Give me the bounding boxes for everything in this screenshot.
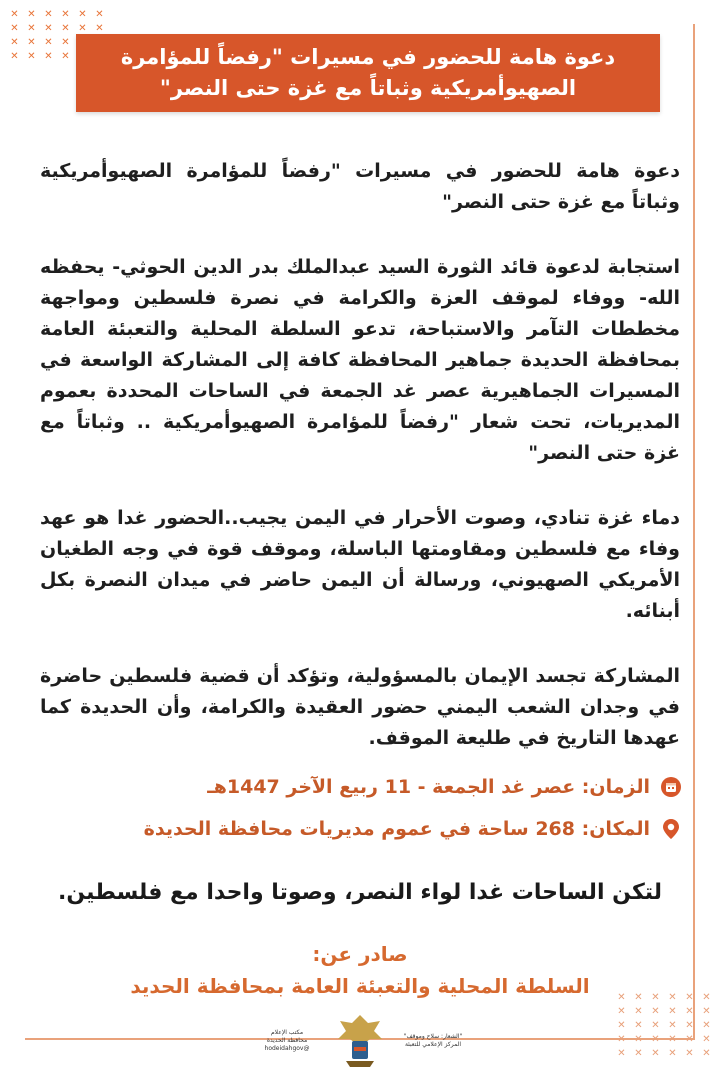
time-text: الزمان: عصر غد الجمعة - 11 ربيع الآخر 1447هـ — [207, 776, 650, 798]
body-paragraph: دماء غزة تنادي، وصوت الأحرار في اليمن يجيب..الحضور غدا هو عهد وفاء مع فلسطين ومقاومتها الباسلة، وموقف قوة في وجه الطغيان الأمريكي الصهيوني، ورسالة أن اليمن حاضر في ميدان النصرة بكل أبنائه. — [40, 507, 680, 622]
footer-logos — [255, 1010, 465, 1072]
decorative-dots-bottom-right: ✕ ✕ ✕ ✕ ✕ ✕ ✕ ✕ ✕ ✕ ✕ ✕ ✕ ✕ ✕ ✕ ✕ ✕ ✕ ✕ ✕ ✕ ✕ ✕ ✕ ✕ ✕ ✕ ✕ ✕ — [617, 992, 711, 1059]
body-content — [40, 156, 680, 788]
frame-line-right — [693, 24, 695, 1040]
body-paragraph: استجابة لدعوة قائد الثورة السيد عبدالملك بدر الدين الحوثي- يحفظه الله- ووفاء لموقف العزة والكرامة في نصرة فلسطين ومواجهة مخططات التآمر والاستباحة، تدعو السلطة المحلية والتعبئة العامة بمحافظة الحديدة جماهير المحافظة كافة إلى المشاركة الواسعة في المسيرات الجماهيرية عصر غد الجمعة في الساحات المحددة بعموم المديريات، تحت شعار "رفضاً للمؤامرة الصهيوأمريكية .. وثباتاً مع غزة حتى النصر" — [40, 256, 680, 464]
mobilization-logo: "الشعار: سلاح وموقف" المركز الإعلامي للتعبئة — [403, 1033, 463, 1048]
issuer-name: السلطة المحلية والتعبئة العامة بمحافظة الحديد — [130, 974, 590, 998]
issued-by-label: صادر عن: — [312, 942, 408, 966]
place-text: المكان: 268 ساحة في عموم مديريات محافظة الحديدة — [143, 818, 650, 840]
title-banner — [76, 34, 660, 112]
body-paragraph: المشاركة تجسد الإيمان بالمسؤولية، وتؤكد أن قضية فلسطين حاضرة في وجدان الشعب اليمني حضور العقيدة والكرامة، وأن الحديدة كما عهدها التاريخ في طليعة الموقف. — [40, 665, 680, 749]
banner-line-2: الصهيوأمريكية وثباتاً مع غزة حتى النصر" — [159, 76, 577, 100]
closing-statement: لتكن الساحات غدا لواء النصر، وصوتا واحدا مع فلسطين. — [58, 880, 662, 905]
media-office-logo: مكتب الإعلام محافظة الحديدة @hodeidahgov — [264, 1029, 310, 1052]
decorative-dots-top-left: ✕ ✕ ✕ ✕ ✕ ✕ ✕ ✕ ✕ ✕ ✕ ✕ ✕ ✕ ✕ ✕ ✕ ✕ ✕ ✕ — [10, 9, 104, 62]
body-paragraph: دعوة هامة للحضور في مسيرات "رفضاً للمؤامرة الصهيوأمريكية وثباتاً مع غزة حتى النصر" — [40, 160, 680, 213]
calendar-icon — [660, 776, 682, 798]
republic-emblem-icon — [332, 1011, 388, 1071]
time-info-row — [207, 776, 682, 798]
place-info-row — [144, 818, 682, 840]
location-pin-icon — [660, 818, 682, 840]
banner-line-1: دعوة هامة للحضور في مسيرات "رفضاً للمؤامرة — [120, 45, 616, 69]
